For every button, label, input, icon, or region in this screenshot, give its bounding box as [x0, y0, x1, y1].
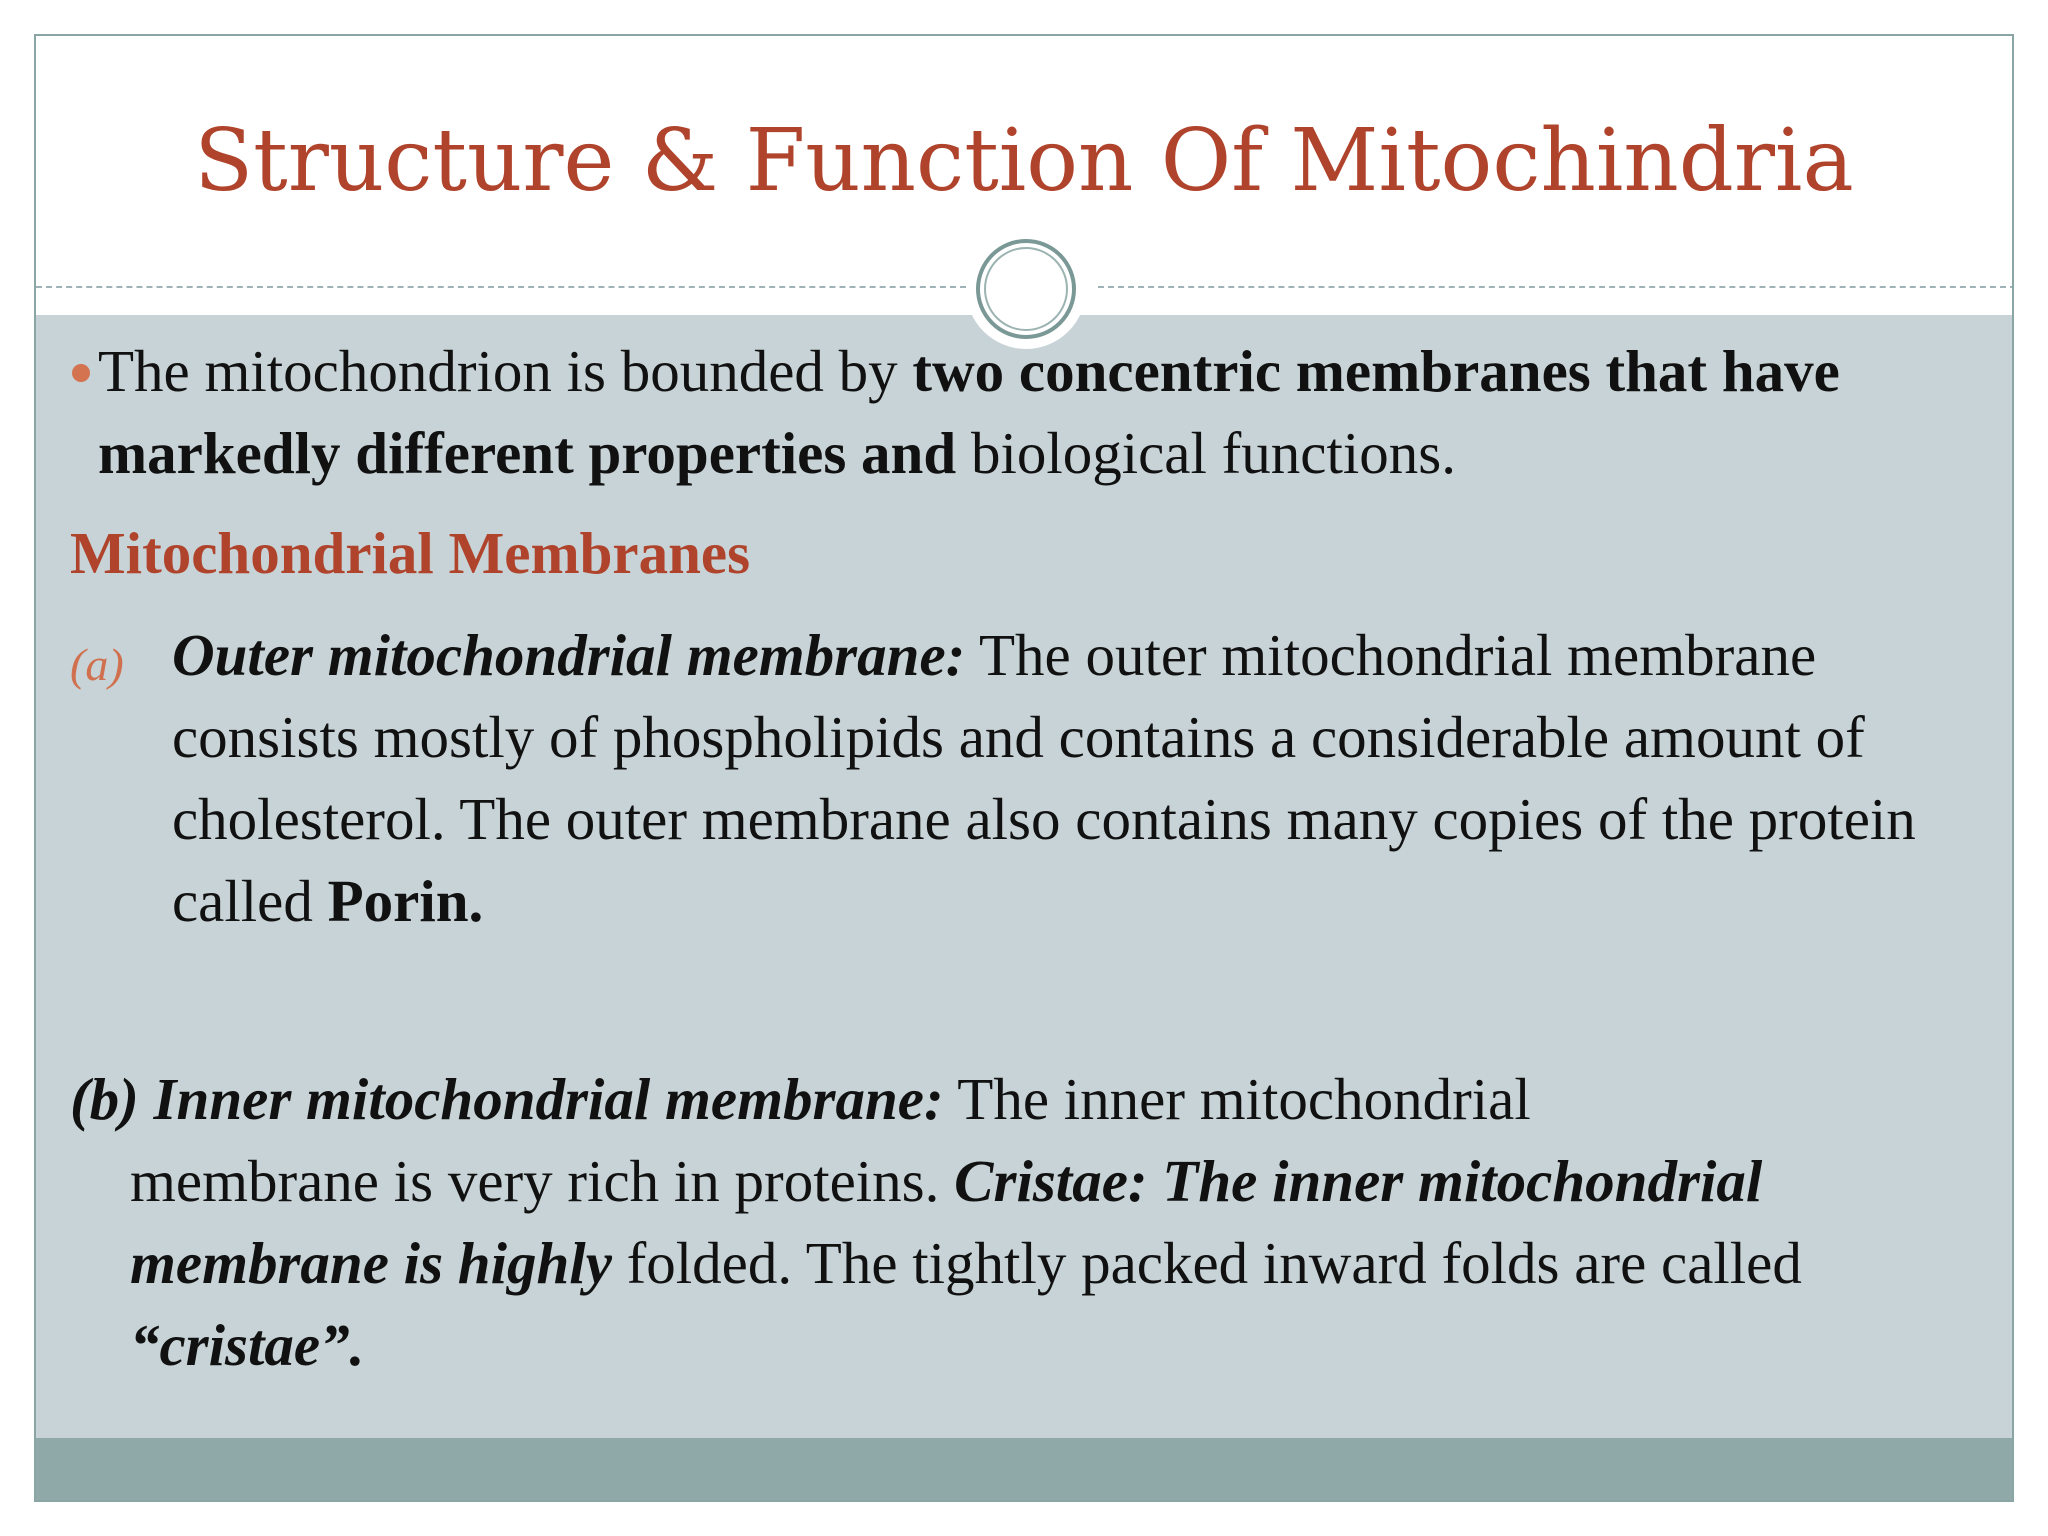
- item-b-text-2: membrane is very rich in proteins.: [130, 1148, 955, 1214]
- item-a-bold-term: Porin.: [327, 868, 484, 934]
- item-b-bold-italic-term: “cristae”.: [130, 1312, 365, 1378]
- item-b-continuation: [70, 1140, 1910, 1386]
- item-b-first-line: [70, 1058, 1910, 1140]
- bullet-text-bold: two concentric membranes that have markedly different properties and: [98, 338, 1840, 486]
- bullet-text-start: The mitochondrion is bounded by: [98, 338, 913, 404]
- item-a-label: Outer mitochondrial membrane:: [172, 622, 966, 688]
- divider-left: [36, 286, 966, 288]
- item-b-text-1: The inner mitochondrial: [943, 1066, 1531, 1132]
- item-a-marker: (a): [70, 639, 124, 690]
- item-a-text: The outer mitochondrial membrane consists mostly of phospholipids and contains a considerable amount of cholesterol. The outer membrane also contains many copies of the protein called: [172, 622, 1916, 934]
- item-a-paragraph: [172, 614, 1952, 942]
- item-b-paragraph: [70, 1058, 1910, 1386]
- item-b-label: (b) Inner mitochondrial membrane:: [70, 1066, 944, 1132]
- divider-right: [1098, 286, 2014, 288]
- footer-band: [36, 1438, 2012, 1502]
- ornament-inner-ring: [984, 247, 1068, 331]
- bullet-text-end: biological functions.: [956, 420, 1456, 486]
- slide-title: Structure & Function Of Mitochindria: [194, 111, 1854, 211]
- item-b-text-3: folded. The tightly packed inward folds are called: [611, 1230, 1802, 1296]
- bullet-dot-icon: [72, 364, 90, 382]
- section-heading: Mitochondrial Membranes: [70, 520, 751, 586]
- bullet-paragraph: [98, 330, 1998, 494]
- item-b-bold-italic-phrase: Cristae: The inner mitochondrial membrane is highly: [130, 1148, 1763, 1296]
